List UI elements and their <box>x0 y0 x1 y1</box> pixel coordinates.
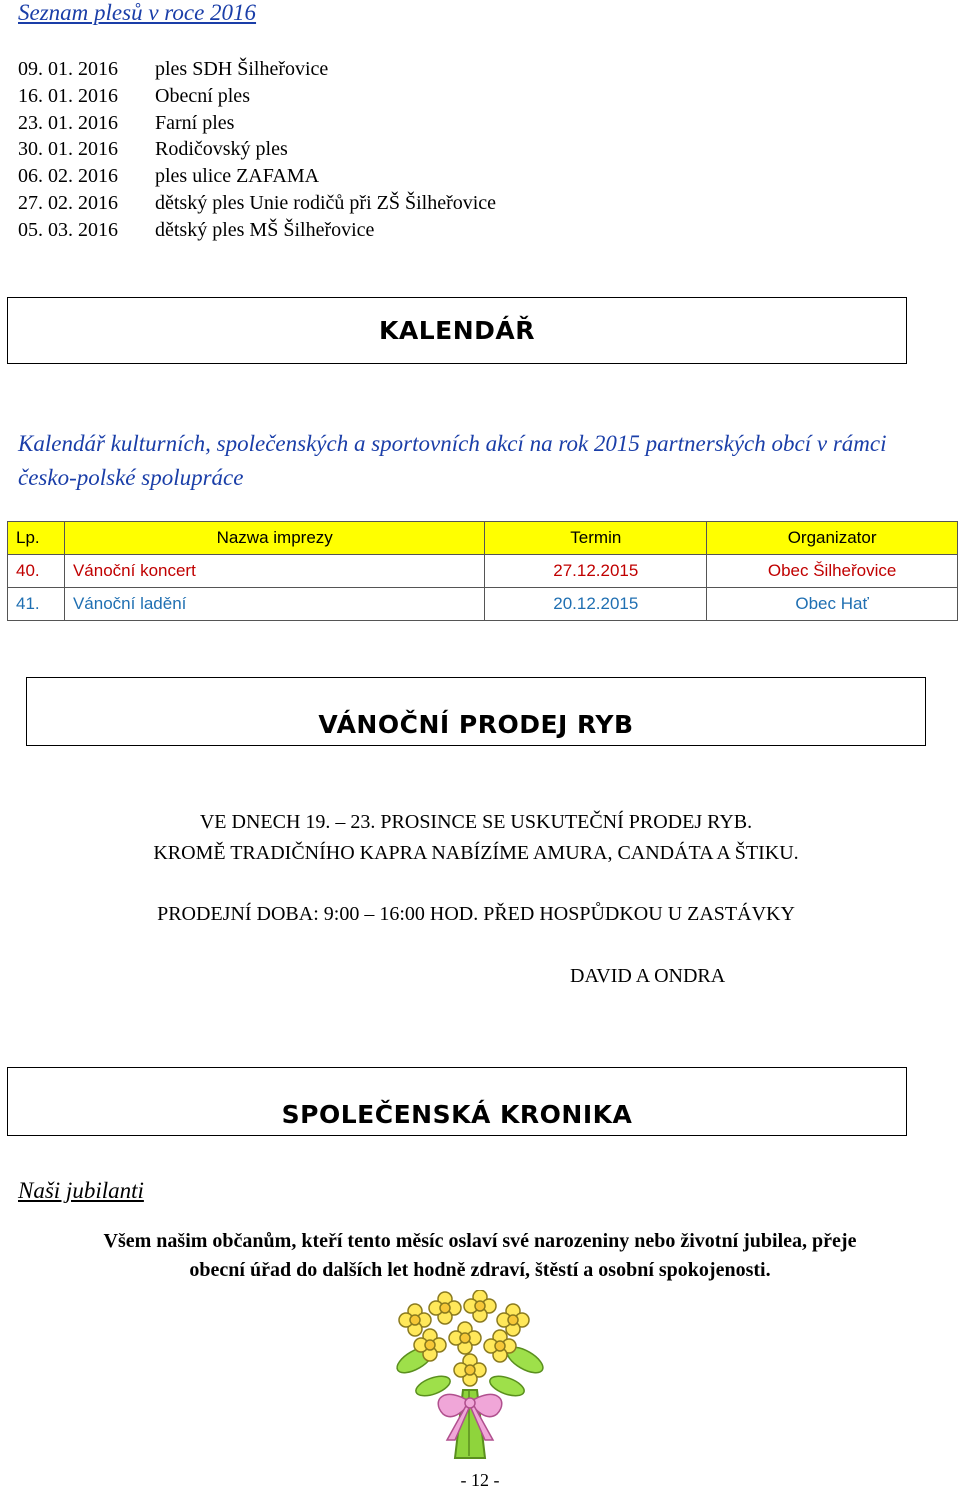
ball-date: 23. 01. 2016 <box>18 111 118 134</box>
fish-sale-line2: KROMĚ TRADIČNÍHO KAPRA NABÍZÍME AMURA, CANDÁTA A ŠTIKU. <box>153 842 799 864</box>
cell-lp: 40. <box>8 555 65 588</box>
col-header-name: Nazwa imprezy <box>64 522 484 555</box>
fish-sale-line3: PRODEJNÍ DOBA: 9:00 – 16:00 HOD. PŘED HOSPŮDKOU U ZASTÁVKY <box>157 903 795 925</box>
cell-name: Vánoční koncert <box>64 555 484 588</box>
ball-name: ples SDH Šilheřovice <box>155 58 329 80</box>
col-header-org: Organizator <box>707 522 958 555</box>
chronicle-title-box <box>7 1067 907 1136</box>
ball-name: dětský ples Unie rodičů při ZŠ Šilheřovice <box>155 191 497 214</box>
list-item <box>18 136 496 163</box>
jubilants-heading: Naši jubilanti <box>18 1178 144 1203</box>
cell-org: Obec Šilheřovice <box>707 555 958 588</box>
table-row <box>8 555 958 588</box>
calendar-title: KALENDÁŘ <box>378 316 535 345</box>
calendar-subtitle: Kalendář kulturních, společenských a sportovních akcí na rok 2015 partnerských obcí v rámci česko-polské spolupráce <box>18 431 887 490</box>
cell-name: Vánoční ladění <box>64 588 484 621</box>
list-item <box>18 110 496 137</box>
jubilants-line2: obecní úřad do dalších let hodně zdraví, štěstí a osobní spokojenosti. <box>189 1259 771 1281</box>
jubilants-line1: Všem našim občanům, kteří tento měsíc oslaví své narozeniny nebo životní jubilea, přeje <box>103 1230 857 1252</box>
balls-heading: Seznam plesů v roce 2016 <box>18 0 257 25</box>
table-row <box>8 588 958 621</box>
fish-sale-line1: VE DNECH 19. – 23. PROSINCE SE USKUTEČNÍ PRODEJ RYB. <box>199 811 753 833</box>
ball-name: Obecní ples <box>155 84 250 107</box>
cell-lp: 41. <box>8 588 65 621</box>
fish-sale-title: VÁNOČNÍ PRODEJ RYB <box>318 710 634 739</box>
ball-list <box>18 56 496 244</box>
ball-name: Rodičovský ples <box>155 138 288 161</box>
cell-term: 20.12.2015 <box>485 588 707 621</box>
ball-name: ples ulice ZAFAMA <box>155 165 320 188</box>
ball-date: 06. 02. 2016 <box>18 165 118 188</box>
fish-sale-title-box <box>26 677 926 746</box>
jubilants-text <box>0 1227 960 1285</box>
table-header-row <box>8 522 958 555</box>
list-item <box>18 83 496 110</box>
ball-name: Farní ples <box>155 111 235 134</box>
chronicle-title: SPOLEČENSKÁ KRONIKA <box>281 1100 633 1129</box>
ball-date: 09. 01. 2016 <box>18 58 118 80</box>
ball-name: dětský ples MŠ Šilheřovice <box>155 218 375 241</box>
calendar-title-box <box>7 297 907 364</box>
list-item <box>18 163 496 190</box>
ball-date: 05. 03. 2016 <box>18 218 118 241</box>
list-item <box>18 217 496 244</box>
events-table <box>7 521 958 621</box>
page-number: - 12 - <box>460 1470 500 1490</box>
col-header-lp: Lp. <box>8 522 65 555</box>
fish-sale-signature: DAVID A ONDRA <box>570 965 726 987</box>
cell-org: Obec Hať <box>707 588 958 621</box>
ball-date: 27. 02. 2016 <box>18 191 118 214</box>
ball-date: 16. 01. 2016 <box>18 84 118 107</box>
flower-bouquet-icon <box>385 1290 555 1465</box>
col-header-term: Termin <box>485 522 707 555</box>
ball-date: 30. 01. 2016 <box>18 138 118 161</box>
list-item <box>18 190 496 217</box>
cell-term: 27.12.2015 <box>485 555 707 588</box>
list-item <box>18 56 496 83</box>
